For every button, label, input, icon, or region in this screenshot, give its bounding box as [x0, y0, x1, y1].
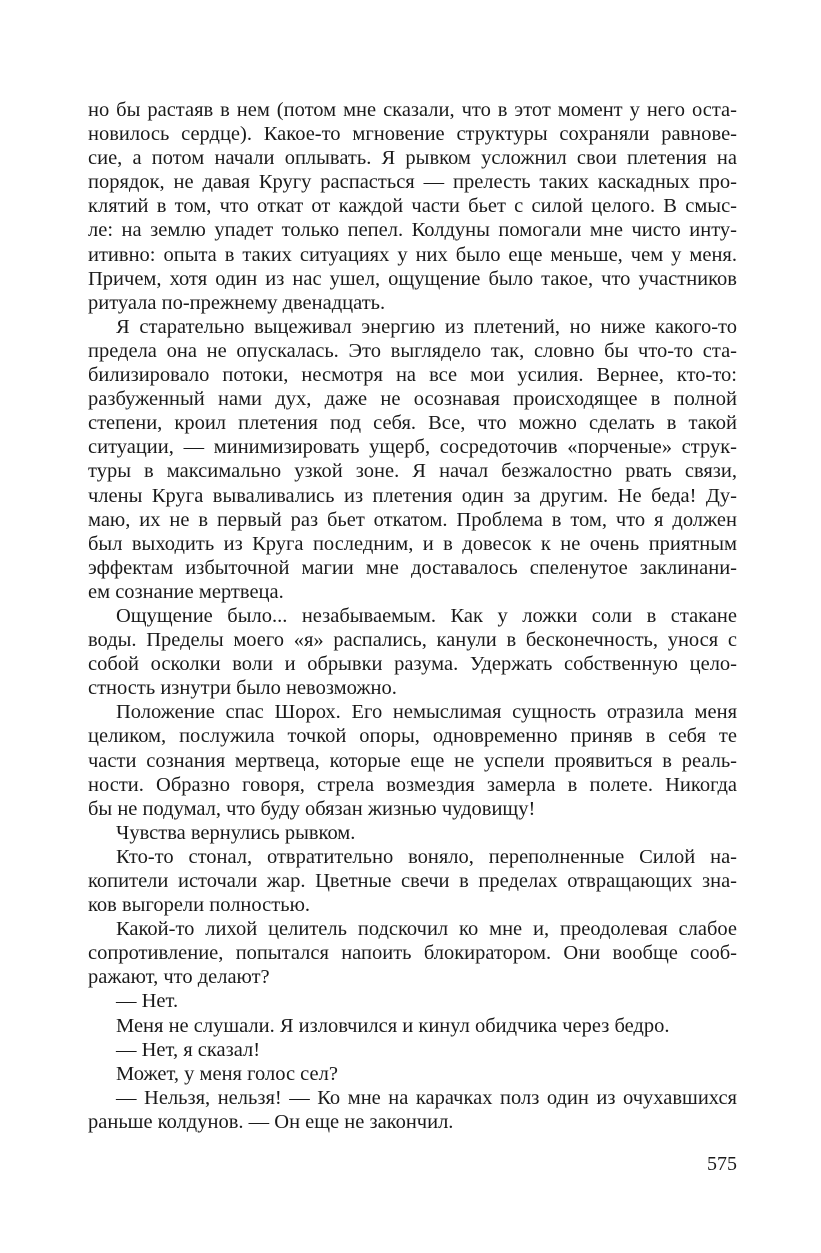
- text-line: маю, их не в первый раз бьет откатом. Проблема в том, что я должен: [88, 508, 737, 531]
- text-line: Может, у меня голос сел?: [116, 1062, 338, 1085]
- text-line: Причем, хотя один из нас ушел, ощущение было такое, что участников: [88, 267, 737, 290]
- text-line: ности. Образно говоря, стрела возмездия замерла в полете. Никогда: [88, 773, 737, 796]
- text-line: стность изнутри было невозможно.: [88, 677, 397, 700]
- text-line: Меня не слушали. Я изловчился и кинул обидчика через бедро.: [116, 1014, 670, 1037]
- text-line: ле: на землю упадет только пепел. Колдуны помогали мне чисто инту-: [88, 219, 737, 242]
- text-line: туры в максимально узкой зоне. Я начал безжалостно рвать связи,: [88, 460, 737, 483]
- text-line: клятий в том, что откат от каждой части бьет с силой целого. В смыс-: [88, 195, 737, 218]
- text-line: Положение спас Шорох. Его немыслимая сущность отразила меня: [116, 701, 737, 724]
- text-line: Я старательно выцеживал энергию из плетений, но ниже какого-то: [116, 315, 737, 338]
- text-line: сие, а потом начали оплывать. Я рывком усложнил свои плетения на: [88, 147, 737, 170]
- text-line: ражают, что делают?: [88, 966, 270, 989]
- text-line: итивно: опыта в таких ситуациях у них было еще меньше, чем у меня.: [88, 243, 737, 266]
- text-line: раньше колдунов. — Он еще не закончил.: [88, 1110, 454, 1133]
- text-line: копители источали жар. Цветные свечи в пределах отвращающих зна-: [88, 870, 737, 892]
- text-line: но бы растаяв в нем (потом мне сказали, что в этот момент у него оста-: [88, 99, 737, 121]
- text-line: сопротивление, попытался напоить блокиратором. Они вообще сооб-: [88, 942, 737, 965]
- text-line: бы не подумал, что буду обязан жизнью чудовищу!: [88, 797, 536, 820]
- text-line: Ощущение было... незабываемым. Как у ложки соли в стакане: [116, 604, 737, 627]
- text-line: был выходить из Круга последним, и в довесок к не очень приятным: [88, 532, 737, 555]
- text-line: Какой-то лихой целитель подскочил ко мне и, преодолевая слабое: [116, 918, 737, 941]
- text-line: воды. Пределы моего «я» распались, канули в бесконечность, унося с: [88, 629, 737, 652]
- page-number: 575: [707, 1153, 737, 1175]
- text-line: степени, кроил плетения под себя. Все, что можно сделать в такой: [88, 412, 737, 435]
- text-line: разбуженный нами дух, даже не осознавая происходящее в полной: [88, 388, 737, 411]
- text-line: ем сознание мертвеца.: [88, 580, 284, 603]
- text-line: порядок, не давая Кругу распасться — прелесть таких каскадных про-: [88, 171, 737, 194]
- text-line: билизировало потоки, несмотря на все мои усилия. Вернее, кто-то:: [88, 364, 737, 387]
- text-line: Чувства вернулись рывком.: [116, 821, 356, 844]
- text-line: целиком, послужила точкой опоры, одновременно приняв в себя те: [88, 725, 737, 748]
- text-line: — Нельзя, нельзя! — Ко мне на карачках полз один из очухавшихся: [116, 1086, 737, 1109]
- text-line: собой осколки воли и обрывки разума. Удержать собственную цело-: [88, 653, 737, 676]
- text-line: ритуала по-прежнему двенадцать.: [88, 291, 386, 314]
- text-line: ков выгорели полностью.: [88, 894, 311, 917]
- text-line: новилось сердце). Какое-то мгновение структуры сохраняли равнове-: [88, 123, 737, 146]
- text-line: предела она не опускалась. Это выглядело так, словно бы что-то ста-: [88, 339, 737, 362]
- text-line: — Нет.: [116, 990, 179, 1013]
- text-line: ситуации, — минимизировать ущерб, сосредоточив «порченые» струк-: [88, 436, 737, 459]
- text-line: Кто-то стонал, отвратительно воняло, переполненные Силой на-: [116, 845, 737, 868]
- body-text: [88, 98, 737, 1134]
- text-line: — Нет, я сказал!: [116, 1038, 261, 1061]
- text-line: эффектам избыточной магии мне доставалось спеленутое заклинани-: [88, 556, 737, 579]
- text-line: части сознания мертвеца, которые еще не успели проявиться в реаль-: [88, 749, 737, 772]
- text-line: члены Круга вываливались из плетения один за другим. Не беда! Ду-: [88, 484, 737, 507]
